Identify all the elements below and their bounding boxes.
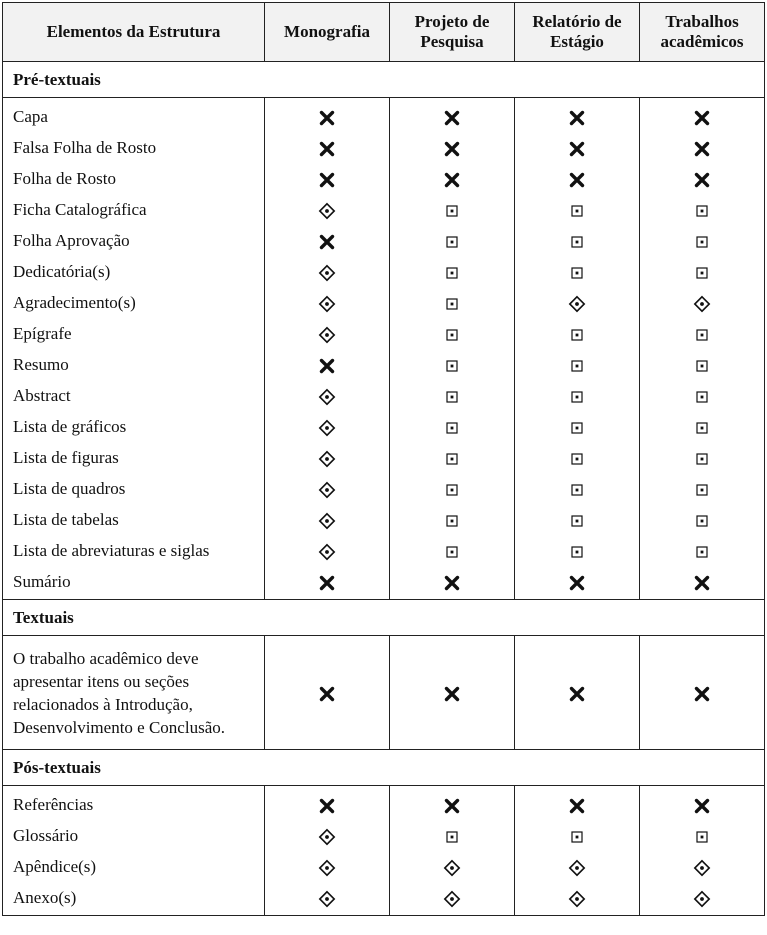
row-label: Epígrafe	[3, 318, 265, 349]
square-mark-icon	[693, 202, 711, 220]
header-projeto-de-pesquisa: Projeto de Pesquisa	[390, 3, 515, 62]
cross-mark-icon	[568, 797, 586, 815]
square-mark-icon	[568, 357, 586, 375]
textual-description: O trabalho acadêmico deve apresentar itens ou seções relacionados à Introdução, Desenvolvimento e Conclusão.	[3, 636, 265, 750]
diamond-mark-icon	[693, 295, 711, 313]
header-relatorio-de-estagio: Relatório de Estágio	[515, 3, 640, 62]
cell-relatorio	[515, 851, 640, 882]
table-row	[3, 473, 765, 504]
square-mark-icon	[568, 326, 586, 344]
row-label: Agradecimento(s)	[3, 287, 265, 318]
row-label: Lista de tabelas	[3, 504, 265, 535]
cell-relatorio	[515, 504, 640, 535]
table-row	[3, 566, 765, 600]
diamond-mark-icon	[443, 859, 461, 877]
section-pre-textuais-row	[3, 62, 765, 98]
cell-monografia	[265, 786, 390, 821]
cell-trabalhos	[640, 851, 765, 882]
cross-mark-icon	[318, 233, 336, 251]
section-textuais-row	[3, 600, 765, 636]
cross-mark-icon	[443, 109, 461, 127]
cell-monografia	[265, 256, 390, 287]
cell-projeto	[390, 882, 515, 916]
cell-relatorio	[515, 882, 640, 916]
square-mark-icon	[693, 419, 711, 437]
row-label: Folha de Rosto	[3, 163, 265, 194]
cell-projeto	[390, 535, 515, 566]
square-mark-icon	[693, 512, 711, 530]
cross-mark-icon	[318, 574, 336, 592]
cross-mark-icon	[318, 685, 336, 703]
diamond-mark-icon	[443, 890, 461, 908]
cell-projeto	[390, 820, 515, 851]
textual-row	[3, 636, 765, 750]
cell-monografia	[265, 163, 390, 194]
square-mark-icon	[568, 388, 586, 406]
cell-monografia	[265, 851, 390, 882]
square-mark-icon	[443, 419, 461, 437]
row-label: Apêndice(s)	[3, 851, 265, 882]
cell-relatorio	[515, 442, 640, 473]
cell-relatorio	[515, 473, 640, 504]
cell-relatorio	[515, 194, 640, 225]
square-mark-icon	[693, 481, 711, 499]
row-label: Folha Aprovação	[3, 225, 265, 256]
cell-monografia	[265, 318, 390, 349]
cell-projeto	[390, 636, 515, 750]
cell-projeto	[390, 380, 515, 411]
square-mark-icon	[693, 326, 711, 344]
square-mark-icon	[568, 481, 586, 499]
cell-trabalhos	[640, 473, 765, 504]
square-mark-icon	[693, 450, 711, 468]
row-label: Referências	[3, 786, 265, 821]
table-row	[3, 504, 765, 535]
cell-relatorio	[515, 380, 640, 411]
cell-monografia	[265, 349, 390, 380]
square-mark-icon	[693, 543, 711, 561]
square-mark-icon	[568, 512, 586, 530]
row-label: Sumário	[3, 566, 265, 600]
cell-relatorio	[515, 535, 640, 566]
pre-textuais-group	[3, 98, 765, 600]
cross-mark-icon	[318, 140, 336, 158]
cell-projeto	[390, 349, 515, 380]
diamond-mark-icon	[318, 326, 336, 344]
diamond-mark-icon	[693, 890, 711, 908]
diamond-mark-icon	[318, 859, 336, 877]
square-mark-icon	[443, 233, 461, 251]
diamond-mark-icon	[318, 419, 336, 437]
table-row	[3, 194, 765, 225]
section-pos-textuais-row	[3, 750, 765, 786]
cell-relatorio	[515, 132, 640, 163]
diamond-mark-icon	[318, 512, 336, 530]
cell-relatorio	[515, 318, 640, 349]
header-monografia: Monografia	[265, 3, 390, 62]
table-row	[3, 256, 765, 287]
diamond-mark-icon	[318, 264, 336, 282]
diamond-mark-icon	[318, 388, 336, 406]
cell-relatorio	[515, 820, 640, 851]
diamond-mark-icon	[568, 295, 586, 313]
cell-relatorio	[515, 225, 640, 256]
row-label: Lista de figuras	[3, 442, 265, 473]
diamond-mark-icon	[318, 295, 336, 313]
cell-monografia	[265, 225, 390, 256]
diamond-mark-icon	[318, 450, 336, 468]
table-row	[3, 882, 765, 916]
cell-monografia	[265, 287, 390, 318]
cross-mark-icon	[568, 171, 586, 189]
table-row	[3, 349, 765, 380]
square-mark-icon	[568, 543, 586, 561]
cell-monografia	[265, 566, 390, 600]
cross-mark-icon	[443, 797, 461, 815]
table-row	[3, 163, 765, 194]
diamond-mark-icon	[318, 828, 336, 846]
square-mark-icon	[693, 233, 711, 251]
cross-mark-icon	[318, 109, 336, 127]
section-pos-textuais-title: Pós-textuais	[3, 750, 765, 786]
cell-trabalhos	[640, 256, 765, 287]
square-mark-icon	[443, 828, 461, 846]
section-textuais-title: Textuais	[3, 600, 765, 636]
table-row	[3, 225, 765, 256]
cell-trabalhos	[640, 225, 765, 256]
row-label: Anexo(s)	[3, 882, 265, 916]
square-mark-icon	[443, 357, 461, 375]
square-mark-icon	[693, 357, 711, 375]
cell-projeto	[390, 225, 515, 256]
cell-relatorio	[515, 411, 640, 442]
cell-projeto	[390, 256, 515, 287]
cell-monografia	[265, 636, 390, 750]
square-mark-icon	[568, 828, 586, 846]
table-row	[3, 820, 765, 851]
cell-trabalhos	[640, 882, 765, 916]
cell-projeto	[390, 318, 515, 349]
cell-trabalhos	[640, 194, 765, 225]
square-mark-icon	[443, 512, 461, 530]
square-mark-icon	[443, 295, 461, 313]
cell-relatorio	[515, 256, 640, 287]
square-mark-icon	[443, 326, 461, 344]
header-trabalhos-academicos: Trabalhos acadêmicos	[640, 3, 765, 62]
cell-projeto	[390, 163, 515, 194]
cross-mark-icon	[443, 140, 461, 158]
structure-table	[2, 2, 765, 916]
row-label: Falsa Folha de Rosto	[3, 132, 265, 163]
cell-trabalhos	[640, 504, 765, 535]
cell-trabalhos	[640, 820, 765, 851]
square-mark-icon	[568, 419, 586, 437]
square-mark-icon	[693, 264, 711, 282]
cell-monografia	[265, 535, 390, 566]
cell-projeto	[390, 786, 515, 821]
cell-projeto	[390, 287, 515, 318]
cell-monografia	[265, 98, 390, 133]
cell-trabalhos	[640, 132, 765, 163]
diamond-mark-icon	[318, 543, 336, 561]
square-mark-icon	[568, 450, 586, 468]
cell-trabalhos	[640, 636, 765, 750]
cross-mark-icon	[693, 109, 711, 127]
row-label: Dedicatória(s)	[3, 256, 265, 287]
cell-monografia	[265, 380, 390, 411]
cell-relatorio	[515, 287, 640, 318]
pos-textuais-group	[3, 786, 765, 916]
square-mark-icon	[568, 233, 586, 251]
square-mark-icon	[443, 202, 461, 220]
table-row	[3, 287, 765, 318]
header-elements: Elementos da Estrutura	[3, 3, 265, 62]
cell-trabalhos	[640, 411, 765, 442]
cross-mark-icon	[568, 574, 586, 592]
cell-projeto	[390, 194, 515, 225]
cell-relatorio	[515, 163, 640, 194]
cell-trabalhos	[640, 349, 765, 380]
cross-mark-icon	[693, 140, 711, 158]
cell-monografia	[265, 820, 390, 851]
cell-projeto	[390, 566, 515, 600]
row-label: Glossário	[3, 820, 265, 851]
cell-trabalhos	[640, 786, 765, 821]
square-mark-icon	[443, 450, 461, 468]
cell-trabalhos	[640, 380, 765, 411]
cell-relatorio	[515, 566, 640, 600]
cell-monografia	[265, 504, 390, 535]
cell-monografia	[265, 194, 390, 225]
section-pre-textuais-title: Pré-textuais	[3, 62, 765, 98]
row-label: Resumo	[3, 349, 265, 380]
square-mark-icon	[693, 388, 711, 406]
table-row	[3, 442, 765, 473]
cross-mark-icon	[318, 797, 336, 815]
cross-mark-icon	[693, 574, 711, 592]
diamond-mark-icon	[568, 859, 586, 877]
cross-mark-icon	[568, 140, 586, 158]
cell-monografia	[265, 882, 390, 916]
cell-projeto	[390, 473, 515, 504]
table-row	[3, 380, 765, 411]
cross-mark-icon	[443, 685, 461, 703]
cell-trabalhos	[640, 287, 765, 318]
cell-trabalhos	[640, 98, 765, 133]
square-mark-icon	[443, 264, 461, 282]
cell-trabalhos	[640, 318, 765, 349]
diamond-mark-icon	[318, 202, 336, 220]
cell-projeto	[390, 442, 515, 473]
diamond-mark-icon	[693, 859, 711, 877]
diamond-mark-icon	[568, 890, 586, 908]
cross-mark-icon	[693, 797, 711, 815]
square-mark-icon	[443, 543, 461, 561]
cell-relatorio	[515, 349, 640, 380]
cell-trabalhos	[640, 535, 765, 566]
cross-mark-icon	[568, 109, 586, 127]
table-row	[3, 132, 765, 163]
cell-monografia	[265, 442, 390, 473]
square-mark-icon	[443, 388, 461, 406]
table-row	[3, 786, 765, 821]
row-label: Capa	[3, 98, 265, 133]
table-row	[3, 851, 765, 882]
square-mark-icon	[568, 264, 586, 282]
cell-relatorio	[515, 636, 640, 750]
cross-mark-icon	[568, 685, 586, 703]
row-label: Abstract	[3, 380, 265, 411]
row-label: Ficha Catalográfica	[3, 194, 265, 225]
cell-projeto	[390, 411, 515, 442]
square-mark-icon	[443, 481, 461, 499]
cell-relatorio	[515, 786, 640, 821]
cross-mark-icon	[443, 171, 461, 189]
diamond-mark-icon	[318, 481, 336, 499]
table-row	[3, 535, 765, 566]
square-mark-icon	[693, 828, 711, 846]
table-row	[3, 318, 765, 349]
table-row	[3, 411, 765, 442]
cell-projeto	[390, 98, 515, 133]
row-label: Lista de abreviaturas e siglas	[3, 535, 265, 566]
cell-projeto	[390, 851, 515, 882]
cell-monografia	[265, 473, 390, 504]
cross-mark-icon	[443, 574, 461, 592]
table-row	[3, 98, 765, 133]
cell-monografia	[265, 411, 390, 442]
cell-trabalhos	[640, 566, 765, 600]
row-label: Lista de quadros	[3, 473, 265, 504]
cross-mark-icon	[693, 685, 711, 703]
cross-mark-icon	[318, 357, 336, 375]
cell-relatorio	[515, 98, 640, 133]
cell-trabalhos	[640, 442, 765, 473]
cell-projeto	[390, 504, 515, 535]
cross-mark-icon	[693, 171, 711, 189]
square-mark-icon	[568, 202, 586, 220]
cross-mark-icon	[318, 171, 336, 189]
diamond-mark-icon	[318, 890, 336, 908]
row-label: Lista de gráficos	[3, 411, 265, 442]
cell-monografia	[265, 132, 390, 163]
cell-projeto	[390, 132, 515, 163]
header-row	[3, 3, 765, 62]
cell-trabalhos	[640, 163, 765, 194]
